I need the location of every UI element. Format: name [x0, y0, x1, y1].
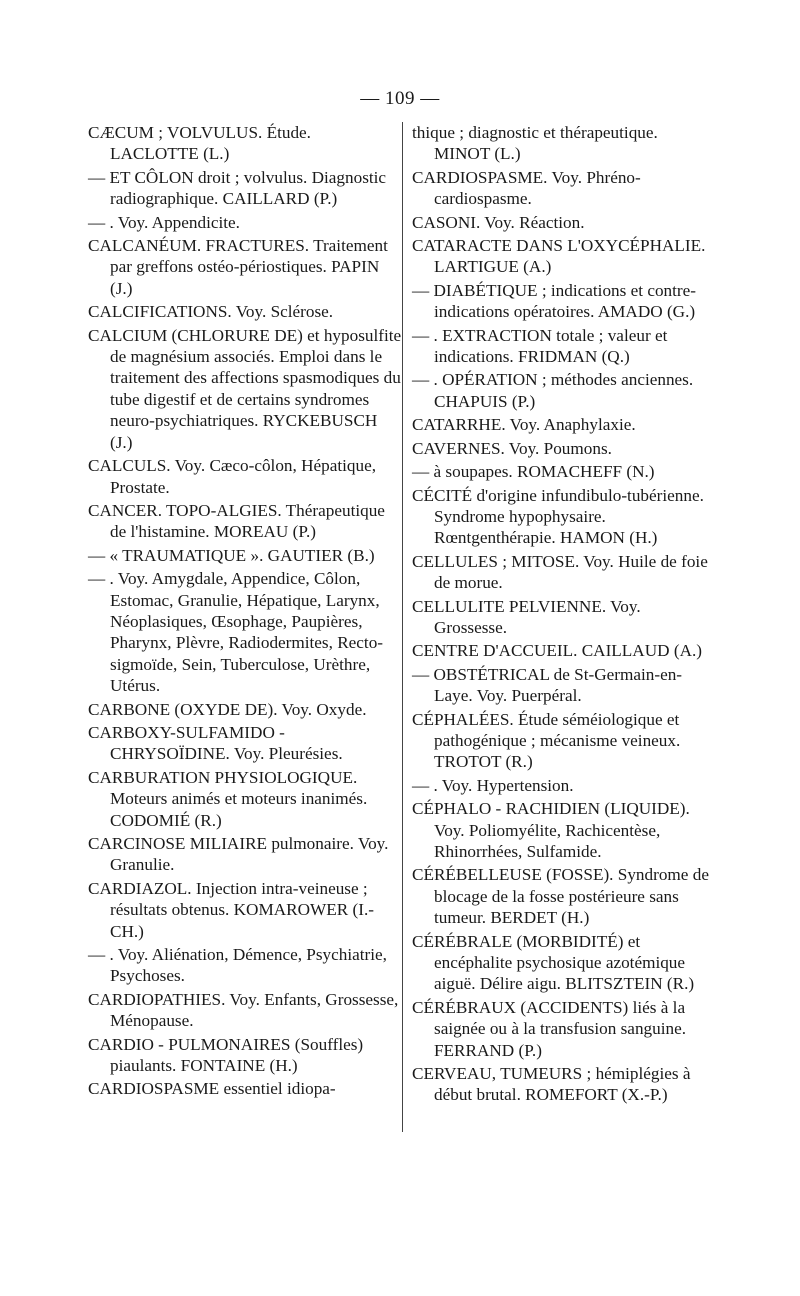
index-entry: CÉRÉBRAUX (ACCIDENTS) liés à la saignée ou à la transfusion sanguine. FERRAND (P.)	[412, 997, 687, 1060]
right-column	[412, 122, 716, 1108]
index-entry: CÉCITÉ d'origine infundibulo-tubérienne. Syndrome hypophysaire. Rœntgenthérapie. HAMON (H.)	[412, 485, 704, 548]
index-entry: CALCIUM (CHLORURE DE) et hyposulfite de magnésium associés. Emploi dans le traitement des affections spasmodiques du tube digestif et de certains syndromes neuro-psychiatriques. RYCKEBUSCH (J.)	[88, 325, 402, 452]
index-entry: CELLULES ; MITOSE. Voy. Huile de foie de morue.	[412, 551, 708, 593]
index-entry: CARBONE (OXYDE DE). Voy. Oxyde.	[88, 699, 367, 719]
index-entry: CANCER. TOPO-ALGIES. Thérapeutique de l'histamine. MOREAU (P.)	[88, 500, 385, 542]
index-entry: CARBURATION PHYSIOLOGIQUE. Moteurs animés et moteurs inanimés. CODOMIÉ (R.)	[88, 767, 368, 830]
index-entry: CATARRHE. Voy. Anaphylaxie.	[412, 415, 636, 435]
index-entry: CASONI. Voy. Réaction.	[412, 212, 585, 232]
index-entry: CAVERNES. Voy. Poumons.	[412, 438, 612, 458]
page-number: — 109 —	[360, 88, 440, 109]
index-entry: CÉPHALO - RACHIDIEN (LIQUIDE). Voy. Poliomyélite, Rachicentèse, Rhinorrhées, Sulfamide.	[412, 799, 690, 861]
index-entry: CARDIOPATHIES. Voy. Enfants, Grossesse, Ménopause.	[88, 989, 399, 1031]
index-entry: CALCANÉUM. FRACTURES. Traitement par greffons ostéo-périostiques. PAPIN (J.)	[88, 236, 388, 298]
index-entry: — « TRAUMATIQUE ». GAUTIER (B.)	[88, 545, 375, 565]
index-entry: CÉRÉBRALE (MORBIDITÉ) et encéphalite psychosique azotémique aiguë. Délire aigu. BLITSZTEIN (R.)	[412, 931, 695, 994]
index-entry: — . Voy. Hypertension.	[412, 775, 574, 795]
index-entry: — . EXTRACTION totale ; valeur et indications. FRIDMAN (Q.)	[412, 325, 668, 367]
index-entry: CELLULITE PELVIENNE. Voy. Grossesse.	[412, 596, 641, 637]
index-entry: — . OPÉRATION ; méthodes anciennes. CHAPUIS (P.)	[412, 370, 694, 411]
index-entry: CARDIO - PULMONAIRES (Souffles) piaulants. FONTAINE (H.)	[88, 1034, 364, 1076]
index-entry: CÆCUM ; VOLVULUS. Étude. LACLOTTE (L.)	[88, 123, 311, 164]
index-entry: — . Voy. Aliénation, Démence, Psychiatrie, Psychoses.	[88, 945, 387, 986]
index-entry: CATARACTE DANS L'OXYCÉPHALIE. LARTIGUE (A.)	[412, 236, 706, 277]
index-entry: — DIABÉTIQUE ; indications et contre-indications opératoires. AMADO (G.)	[412, 280, 696, 322]
index-entry: CERVEAU, TUMEURS ; hémiplégies à début brutal. ROMEFORT (X.-P.)	[412, 1064, 691, 1105]
index-entry: — OBSTÉTRICAL de St-Germain-en-Laye. Voy. Puerpéral.	[412, 664, 683, 706]
index-entry: CARBOXY-SULFAMIDO - CHRYSOÏDINE. Voy. Pleurésies.	[88, 722, 343, 764]
index-entry: thique ; diagnostic et thérapeutique. MINOT (L.)	[412, 123, 658, 164]
index-entry: — . Voy. Appendicite.	[88, 212, 240, 232]
index-entry: — à soupapes. ROMACHEFF (N.)	[412, 462, 655, 482]
index-entry: CARCINOSE MILIAIRE pulmonaire. Voy. Granulie.	[88, 834, 389, 875]
left-column	[88, 122, 404, 1102]
index-entry: CÉRÉBELLEUSE (FOSSE). Syndrome de blocage de la fosse postérieure sans tumeur. BERDET (H.)	[412, 865, 709, 928]
index-entry: CALCIFICATIONS. Voy. Sclérose.	[88, 302, 334, 322]
index-entry: CARDIOSPASME essentiel idiopa-	[88, 1079, 336, 1099]
index-entry: CARDIOSPASME. Voy. Phréno-cardiospasme.	[412, 167, 641, 209]
index-entry: CALCULS. Voy. Cæco-côlon, Hépatique, Prostate.	[88, 456, 377, 497]
index-entry: — ET CÔLON droit ; volvulus. Diagnostic radiographique. CAILLARD (P.)	[88, 167, 387, 209]
column-divider	[402, 122, 403, 1132]
index-entry: CÉPHALÉES. Étude séméiologique et pathogénique ; mécanisme veineux. TROTOT (R.)	[412, 709, 681, 772]
index-entry: — . Voy. Amygdale, Appendice, Côlon, Estomac, Granulie, Hépatique, Larynx, Néoplasiques, Œsophage, Paupières, Pharynx, Plèvre, Radiodermites, Recto-sigmoïde, Sein, Tuberculose, Urèthre, Utérus.	[88, 569, 384, 696]
index-entry: CARDIAZOL. Injection intra-veineuse ; résultats obtenus. KOMAROWER (I.-CH.)	[88, 878, 374, 941]
index-entry: CENTRE D'ACCUEIL. CAILLAUD (A.)	[412, 641, 702, 661]
